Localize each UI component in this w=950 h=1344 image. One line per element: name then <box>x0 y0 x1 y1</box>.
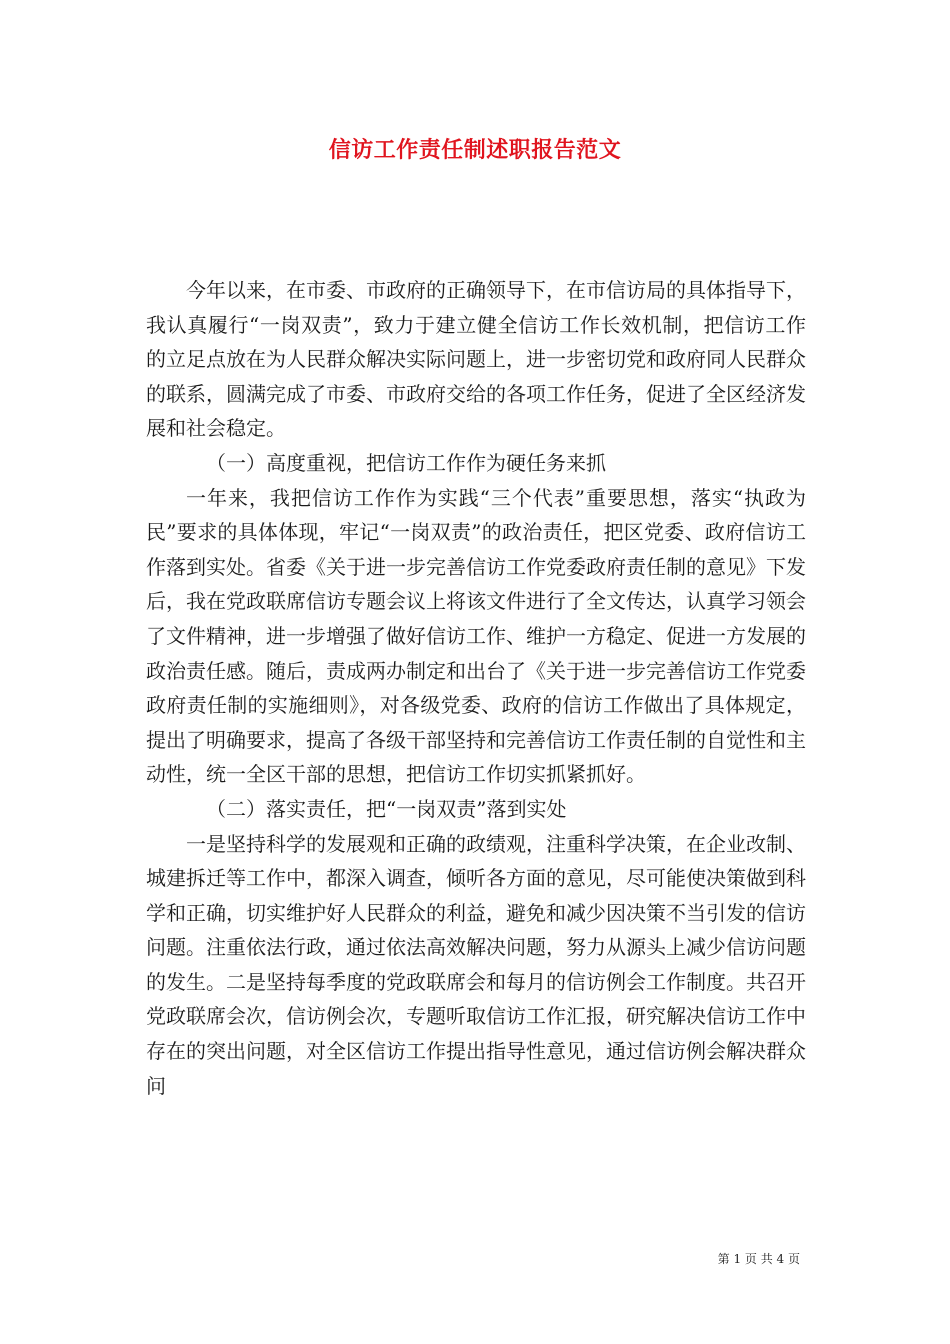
section-heading-2: （二）落实责任，把“一岗双责”落到实处 <box>206 796 567 821</box>
document-body <box>146 273 806 1103</box>
section-heading-1: （一）高度重视，把信访工作作为硬任务来抓 <box>206 450 606 475</box>
paragraph-intro: 今年以来，在市委、市政府的正确领导下，在市信访局的具体指导下，我认真履行“一岗双责”，致力于建立健全信访工作长效机制，把信访工作的立足点放在为人民群众解决实际问题上，进一步密切党和政府同人民群众的联系，圆满完成了市委、市政府交给的各项工作任务，促进了全区经济发展和社会稳定。 <box>146 278 806 441</box>
document-title: 信访工作责任制述职报告范文 <box>328 137 622 163</box>
paragraph-section-1: 一年来，我把信访工作作为实践“三个代表”重要思想，落实“执政为民”要求的具体体现，牢记“一岗双责”的政治责任，把区党委、政府信访工作落到实处。省委《关于进一步完善信访工作党委政府责任制的意见》下发后，我在党政联席信访专题会议上将该文件进行了全文传达，认真学习领会了文件精神，进一步增强了做好信访工作、维护一方稳定、促进一方发展的政治责任感。随后，责成两办制定和出台了《关于进一步完善信访工作党委政府责任制的实施细则》，对各级党委、政府的信访工作做出了具体规定，提出了明确要求，提高了各级干部坚持和完善信访工作责任制的自觉性和主动性，统一全区干部的思想，把信访工作切实抓紧抓好。 <box>146 485 806 787</box>
page-number-footer: 第 1 页 共 4 页 <box>717 1252 800 1266</box>
paragraph-section-2: 一是坚持科学的发展观和正确的政绩观，注重科学决策，在企业改制、城建拆迁等工作中，都深入调查，倾听各方面的意见，尽可能使决策做到科学和正确，切实维护好人民群众的利益，避免和减少因决策不当引发的信访问题。注重依法行政，通过依法高效解决问题，努力从源头上减少信访问题的发生。二是坚持每季度的党政联席会和每月的信访例会工作制度。共召开党政联席会次，信访例会次，专题听取信访工作汇报，研究解决信访工作中存在的突出问题，对全区信访工作提出指导性意见，通过信访例会解决群众问 <box>146 831 806 1098</box>
